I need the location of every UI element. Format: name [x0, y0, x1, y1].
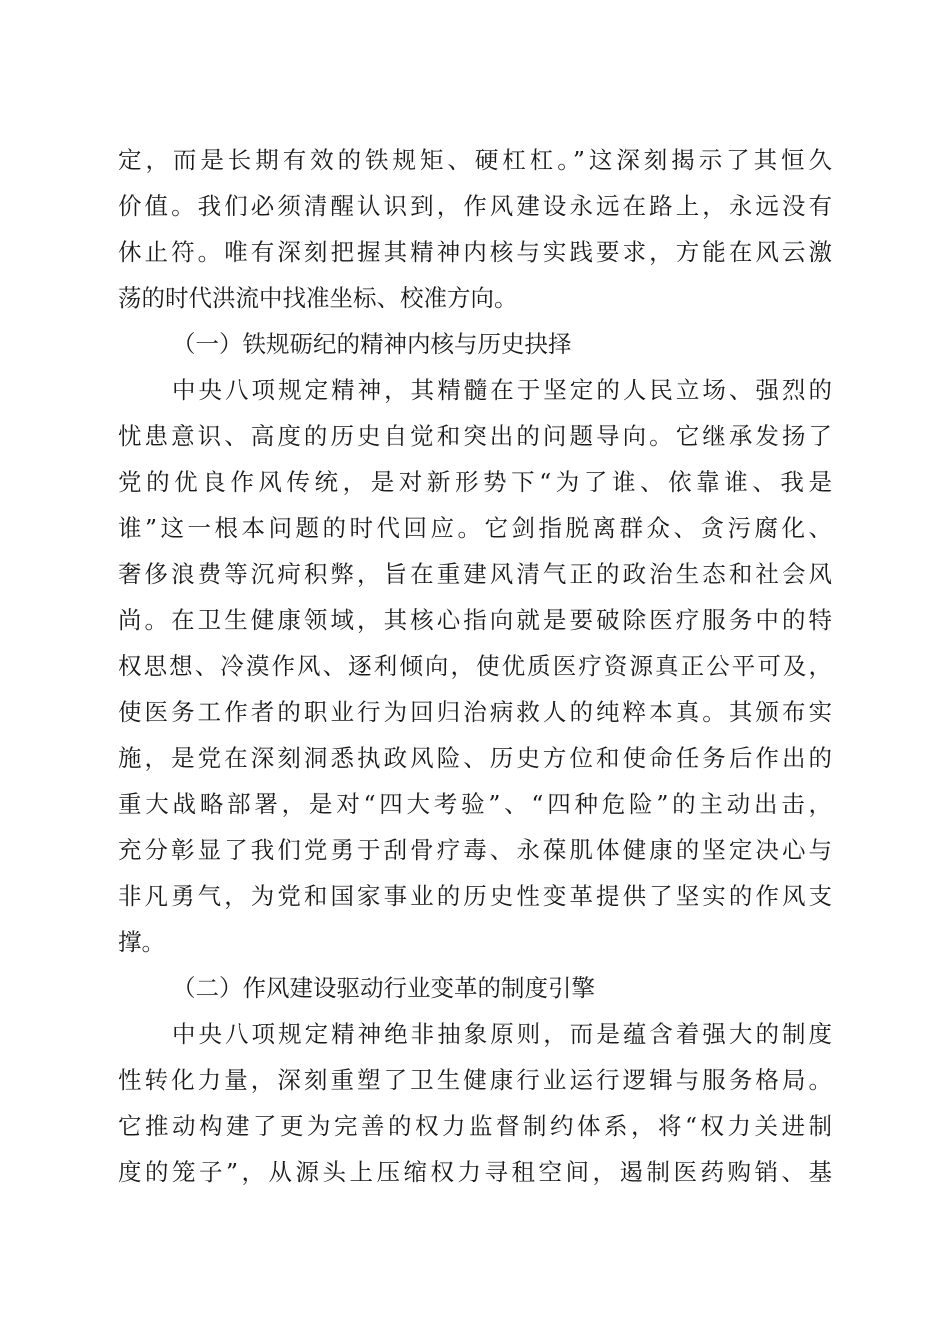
paragraph-line: 中央八项规定精神，其精髓在于坚定的人民立场、强烈的 [172, 376, 832, 404]
paragraph-line: 度的笼子”，从源头上压缩权力寻租空间，遏制医药购销、基 [118, 1158, 832, 1186]
paragraph-line: 性转化力量，深刻重塑了卫生健康行业运行逻辑与服务格局。 [118, 1066, 832, 1094]
paragraph-line: 施，是党在深刻洞悉执政风险、历史方位和使命任务后作出的 [118, 744, 832, 772]
paragraph-line: 它推动构建了更为完善的权力监督制约体系，将“权力关进制 [118, 1112, 832, 1140]
paragraph-line: 非凡勇气，为党和国家事业的历史性变革提供了坚实的作风支 [118, 882, 832, 910]
paragraph-line: 中央八项规定精神绝非抽象原则，而是蕴含着强大的制度 [172, 1020, 832, 1048]
paragraph-line: 权思想、冷漠作风、逐利倾向，使优质医疗资源真正公平可及， [118, 652, 832, 680]
paragraph-line: 休止符。唯有深刻把握其精神内核与实践要求，方能在风云激 [118, 238, 832, 266]
paragraph-line: 重大战略部署，是对“四大考验”、“四种危险”的主动出击， [118, 790, 832, 818]
paragraph-line: 谁”这一根本问题的时代回应。它剑指脱离群众、贪污腐化、 [118, 514, 832, 542]
section-heading-1: （一）铁规砺纪的精神内核与历史抉择 [172, 330, 572, 358]
paragraph-line: 忧患意识、高度的历史自觉和突出的问题导向。它继承发扬了 [118, 422, 832, 450]
paragraph-line: 奢侈浪费等沉疴积弊，旨在重建风清气正的政治生态和社会风 [118, 560, 832, 588]
paragraph-line: 充分彰显了我们党勇于刮骨疗毒、永葆肌体健康的坚定决心与 [118, 836, 832, 864]
paragraph-line: 价值。我们必须清醒认识到，作风建设永远在路上，永远没有 [118, 192, 832, 220]
paragraph-line: 定，而是长期有效的铁规矩、硬杠杠。”这深刻揭示了其恒久 [118, 146, 832, 174]
paragraph-line: 党的优良作风传统，是对新形势下“为了谁、依靠谁、我是 [118, 468, 832, 496]
paragraph-line: 使医务工作者的职业行为回归治病救人的纯粹本真。其颁布实 [118, 698, 832, 726]
paragraph-line: 尚。在卫生健康领域，其核心指向就是要破除医疗服务中的特 [118, 606, 832, 634]
paragraph-line: 撑。 [118, 928, 165, 956]
section-heading-2: （二）作风建设驱动行业变革的制度引擎 [172, 974, 595, 1002]
paragraph-line: 荡的时代洪流中找准坐标、校准方向。 [118, 284, 518, 312]
